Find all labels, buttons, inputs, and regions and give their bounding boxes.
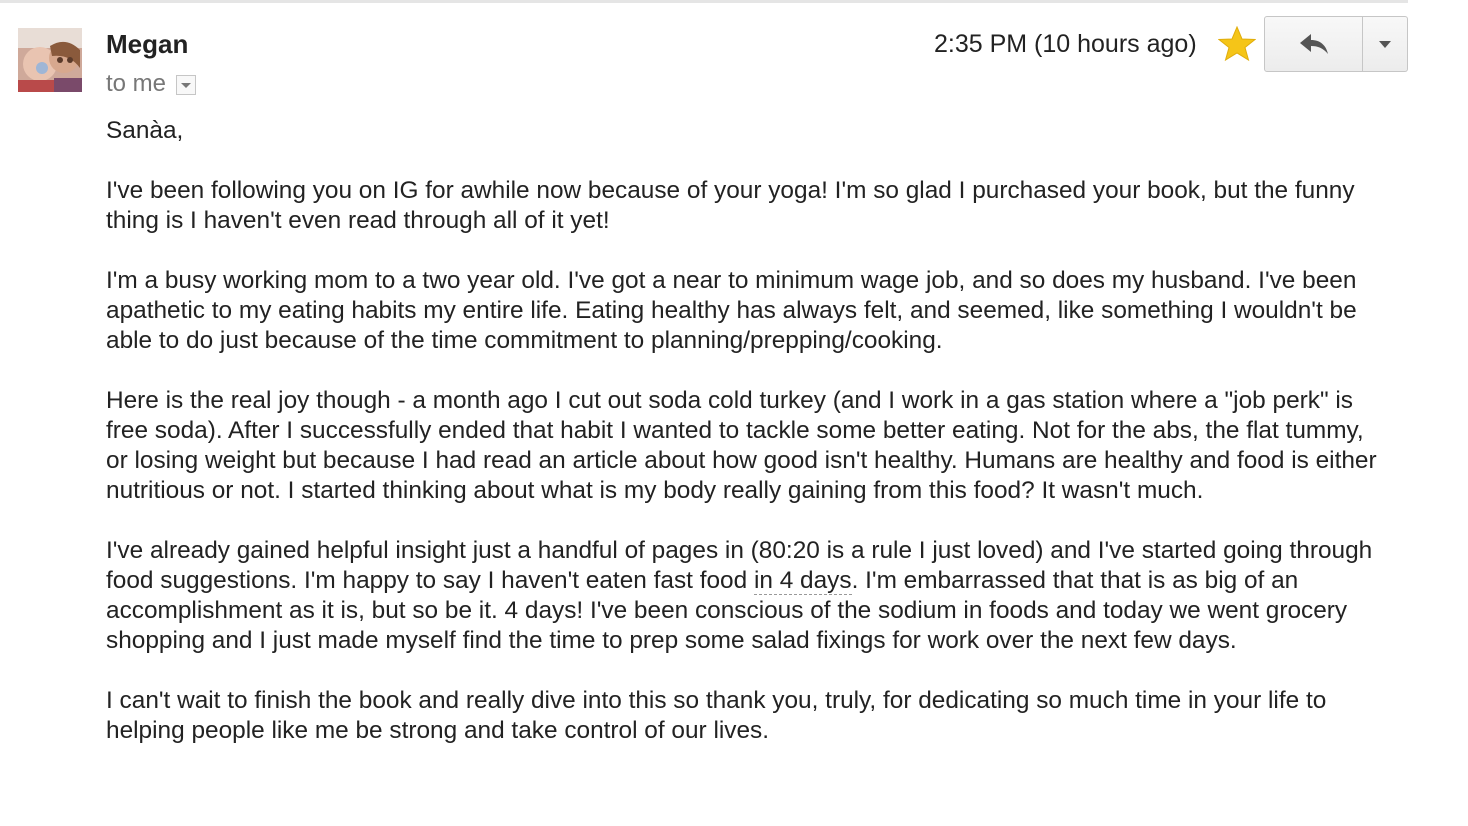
- sender-name[interactable]: Megan: [106, 29, 189, 59]
- star-icon[interactable]: [1218, 26, 1256, 62]
- closing-paragraph: I can't wait to finish the book and really dive into this so thank you, truly, for dedicating so much time in your life to helping people like me be strong and take control of our lives.: [106, 687, 1327, 744]
- top-divider: [0, 0, 1408, 3]
- message-actions: [1264, 16, 1408, 74]
- more-actions-button[interactable]: [1363, 16, 1408, 72]
- show-details-button[interactable]: [176, 75, 196, 95]
- body-paragraph: I'm a busy working mom to a two year old. I've got a near to minimum wage job, and so does my husband. I've been apathetic to my eating habits my entire life. Eating healthy has always felt, and seemed, like something I wouldn't be able to do just because of the time commitment to planning/prepping/cooking.: [106, 267, 1357, 354]
- recipient-row: [106, 68, 196, 100]
- body-paragraph: Here is the real joy though - a month ago I cut out soda cold turkey (and I work in a gas station where a "job perk" is free soda). After I successfully ended that habit I wanted to tackle some better eating. Not for the abs, the flat tummy, or losing weight but because I had read an article about how good isn't healthy. Humans are healthy and food is either nutritious or not. I started thinking about what is my body really gaining from this food? It wasn't much.: [106, 387, 1377, 504]
- chevron-down-icon: [181, 83, 191, 88]
- chevron-down-icon: [1379, 41, 1391, 48]
- message-body: [106, 116, 1388, 776]
- paragraph-text: . I'm embarrassed that that is as big of an accomplishment as it is, but so be it. 4 days! I've been conscious of the sodium in foods and today we went grocery shopping and I just made myself find the time to prep some salad fixings for work over the next few days.: [106, 567, 1348, 654]
- date-link[interactable]: in 4 days: [753, 567, 852, 594]
- recipient-text: to me: [106, 70, 167, 97]
- paragraph-text: I've already gained helpful insight just a handful of pages in (80:20 is a rule I just loved) and I've started going through food suggestions. I'm happy to say I haven't eaten fast food: [106, 537, 1373, 594]
- body-paragraph: [106, 536, 1388, 656]
- body-paragraph: I've been following you on IG for awhile now because of your yoga! I'm so glad I purchased your book, but the funny thing is I haven't even read through all of it yet!: [106, 177, 1355, 234]
- sender-avatar[interactable]: [18, 28, 82, 92]
- message-timestamp: 2:35 PM (10 hours ago): [934, 30, 1197, 58]
- reply-button[interactable]: [1264, 16, 1363, 72]
- reply-icon: [1299, 33, 1329, 55]
- greeting: Sanàa,: [106, 117, 184, 144]
